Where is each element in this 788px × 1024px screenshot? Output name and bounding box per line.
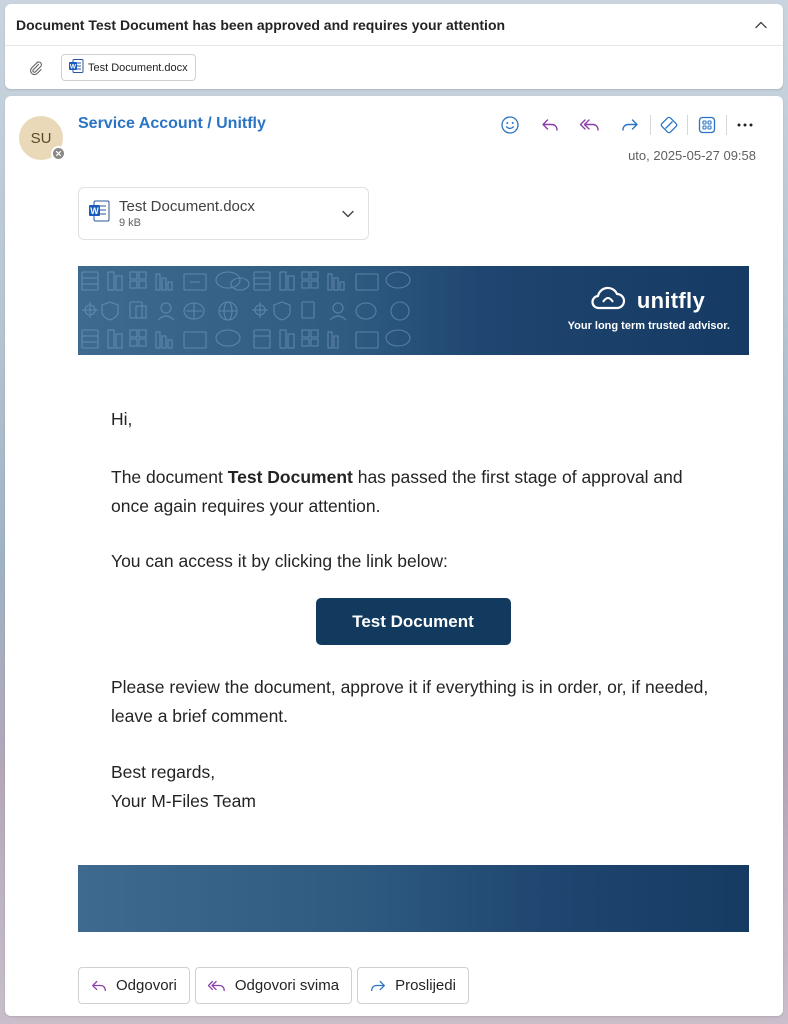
forward-button[interactable] [357, 967, 469, 1004]
more-icon[interactable] [727, 111, 763, 139]
reply-all-label: Odgovori svima [234, 977, 340, 994]
footer-banner [78, 865, 749, 932]
reply-actions [78, 967, 474, 1004]
body-paragraph-3: Please review the document, approve it if everything is in order, or, if needed, leave a brief comment. [111, 677, 709, 726]
banner-icon-pattern [78, 266, 438, 355]
signoff-line-1: Best regards, [111, 762, 216, 782]
timestamp: uto, 2025-05-27 09:58 [628, 148, 756, 163]
chevron-down-icon[interactable] [338, 204, 358, 224]
reply-icon [90, 977, 108, 995]
reply-all-icon[interactable] [570, 111, 610, 139]
brand-name: unitfly [636, 287, 705, 313]
forward-label: Proslijedi [395, 977, 456, 994]
attachment-chip[interactable] [61, 54, 196, 81]
collapse-chevron-up-icon[interactable] [751, 15, 771, 35]
attachment-card[interactable] [78, 187, 369, 240]
presence-unknown-icon [53, 148, 64, 159]
forward-icon[interactable] [610, 111, 650, 139]
svg-text:W: W [90, 205, 99, 216]
brand-logo [589, 284, 705, 317]
open-document-button[interactable]: Test Document [316, 598, 511, 645]
reply-all-icon [207, 977, 227, 995]
reply-label: Odgovori [116, 977, 177, 994]
cloud-logo-icon [589, 284, 627, 317]
body-paragraph-1-suffix: has passed the first stage of approval and once again requires your attention. [111, 467, 683, 516]
paperclip-icon[interactable] [25, 57, 47, 79]
word-icon [68, 58, 84, 77]
subject-title: Document Test Document has been approved and requires your attention [16, 16, 506, 33]
svg-text:W: W [69, 63, 77, 71]
brand-tagline: Your long term trusted advisor. [567, 320, 730, 332]
message-card [5, 96, 783, 1016]
signoff-line-2: Your M-Files Team [111, 791, 256, 811]
reply-icon[interactable] [530, 111, 570, 139]
document-name: Test Document [227, 467, 353, 487]
attachment-size: 9 kB [119, 217, 142, 229]
sticker-icon[interactable] [651, 111, 687, 139]
attachment-chip-label: Test Document.docx [88, 61, 188, 74]
forward-icon [369, 977, 387, 995]
emoji-icon[interactable] [490, 111, 530, 139]
message-body [111, 405, 711, 816]
avatar[interactable]: SU [19, 116, 63, 160]
body-paragraph-1 [111, 463, 711, 521]
body-paragraph-1-prefix: The document [111, 467, 228, 487]
attachment-name: Test Document.docx [119, 198, 255, 215]
cta-wrapper [111, 598, 715, 645]
sender-name[interactable]: Service Account / Unitfly [78, 115, 266, 132]
presence-badge [51, 146, 66, 161]
apps-icon[interactable] [688, 111, 726, 139]
subject-header [5, 4, 783, 46]
word-icon [88, 199, 110, 228]
greeting: Hi, [111, 409, 133, 429]
reply-button[interactable] [78, 967, 190, 1004]
message-toolbar [490, 111, 763, 139]
body-paragraph-2: You can access it by clicking the link below: [111, 551, 448, 571]
attachment-info [119, 198, 255, 229]
attachment-row [5, 46, 783, 89]
subject-card [5, 4, 783, 89]
reply-all-button[interactable] [195, 967, 352, 1004]
header-banner [78, 266, 749, 355]
